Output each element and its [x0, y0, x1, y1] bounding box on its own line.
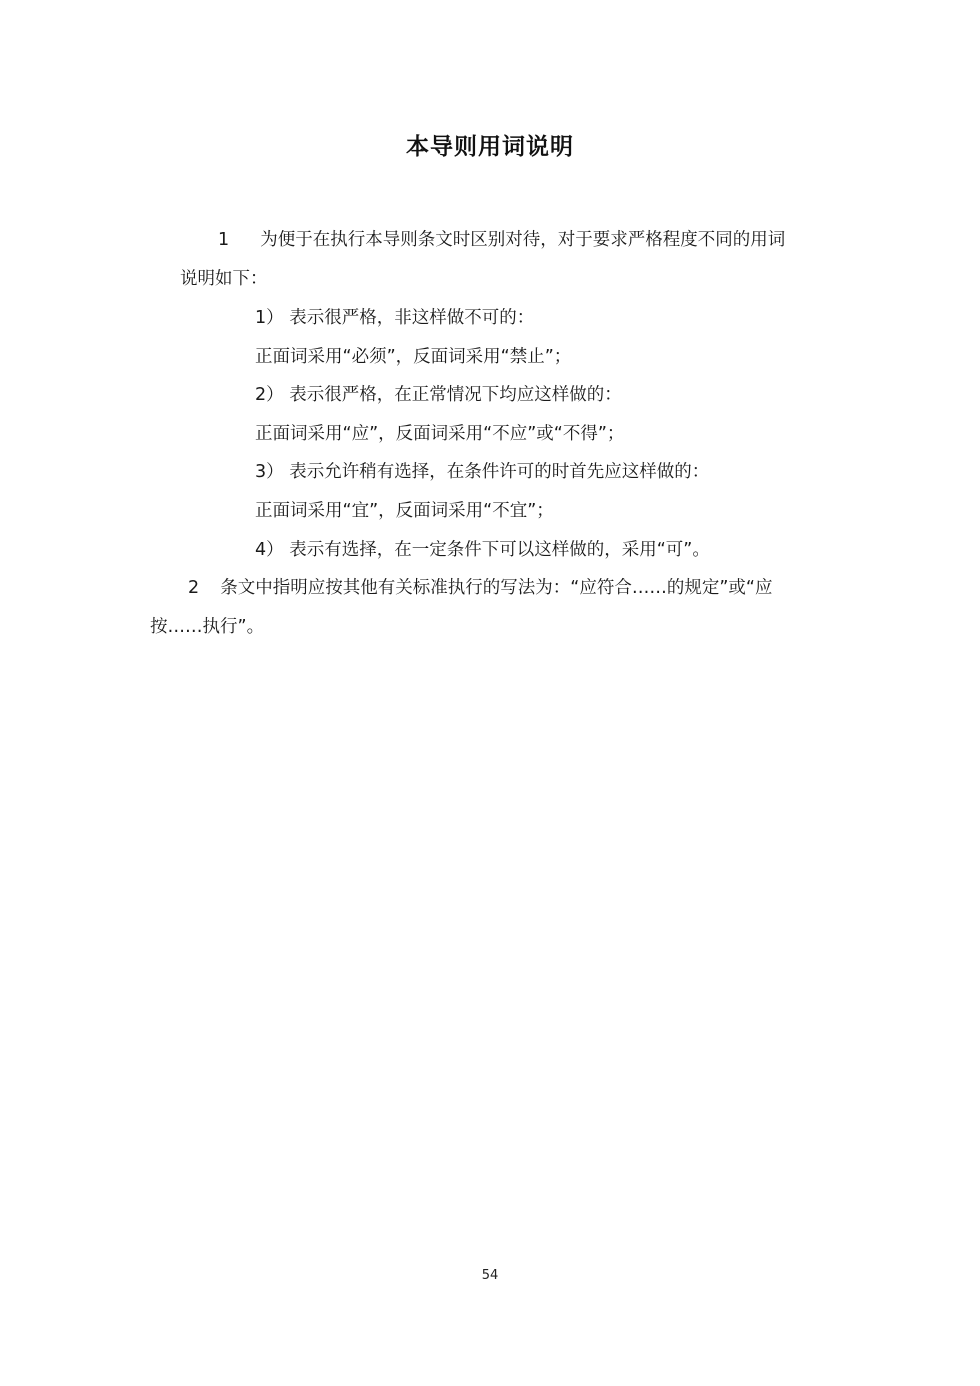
list-item-3-usage: 正面词采用“宜”，反面词采用“不宜”；	[255, 501, 554, 521]
clause-text: 条文中指明应按其他有关标准执行的写法为：“应符合……的规定”或“应	[220, 578, 773, 598]
list-item-1-usage: 正面词采用“必须”，反面词采用“禁止”；	[255, 347, 572, 367]
list-item-1-desc	[255, 306, 534, 330]
clause-2-line-2: 按……执行”。	[150, 617, 265, 637]
clause-1-line-2: 说明如下：	[180, 269, 268, 289]
clause-number: 1	[218, 230, 230, 250]
list-item-text: 表示有选择，在一定条件下可以这样做的，采用“可”。	[289, 540, 710, 560]
list-item-marker: 4）	[255, 540, 284, 560]
list-item-text: 表示很严格，在正常情况下均应这样做的：	[289, 385, 622, 405]
list-item-4-desc	[255, 538, 710, 562]
list-item-text: 表示允许稍有选择，在条件许可的时首先应这样做的：	[289, 462, 710, 482]
list-item-marker: 3）	[255, 462, 284, 482]
page-title: 本导则用词说明	[406, 134, 574, 160]
list-item-2-desc	[255, 383, 622, 407]
clause-text: 为便于在执行本导则条文时区别对待，对于要求严格程度不同的用词	[260, 230, 786, 250]
list-item-2-usage: 正面词采用“应”，反面词采用“不应”或“不得”；	[255, 424, 625, 444]
list-item-text: 表示很严格，非这样做不可的：	[289, 308, 535, 328]
clause-number: 2	[188, 578, 200, 598]
list-item-marker: 1）	[255, 308, 284, 328]
list-item-marker: 2）	[255, 385, 284, 405]
clause-2-line-1	[188, 576, 773, 600]
page-number: 54	[481, 1268, 499, 1283]
clause-1-line-1	[218, 228, 785, 252]
list-item-3-desc	[255, 460, 709, 484]
